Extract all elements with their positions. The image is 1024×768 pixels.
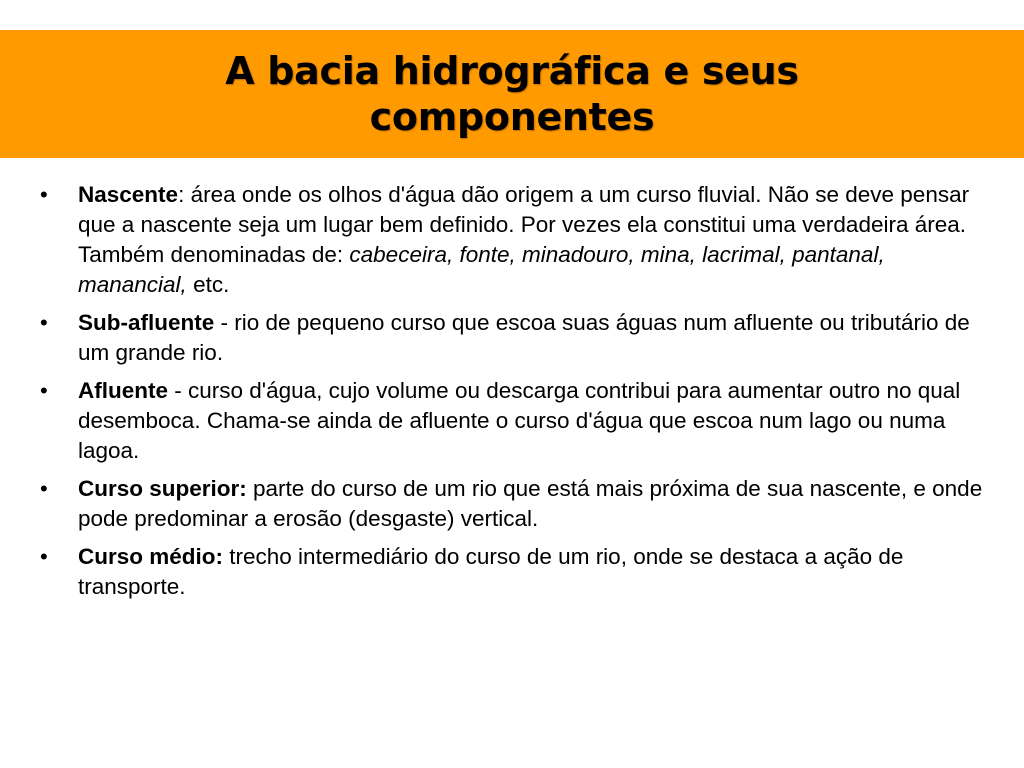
- slide-title: A bacia hidrográfica e seus componentes: [225, 49, 799, 139]
- bullet-item-sub-afluente: [36, 308, 996, 368]
- synonyms-nascente: cabeceira, fonte, minadouro, mina, lacrimal, pantanal, manancial,: [78, 242, 885, 297]
- slide-content: [36, 180, 996, 610]
- definition-sub-afluente: - rio de pequeno curso que escoa suas águas num afluente ou tributário de um grande rio.: [78, 310, 970, 365]
- term-curso-medio: Curso médio:: [78, 544, 224, 569]
- definition-afluente: - curso d'água, cujo volume ou descarga contribui para aumentar outro no qual desemboca. Chama-se ainda de afluente o curso d'água que escoa num lago ou numa lagoa.: [78, 378, 961, 463]
- term-nascente: Nascente: [78, 182, 179, 207]
- term-curso-superior: Curso superior:: [78, 476, 247, 501]
- term-afluente: Afluente: [78, 378, 168, 403]
- bullet-icon: •: [40, 310, 48, 335]
- bullet-icon: •: [40, 544, 48, 569]
- bullet-item-afluente: [36, 376, 996, 466]
- bullet-item-curso-superior: [36, 474, 996, 534]
- term-sub-afluente: Sub-afluente: [78, 310, 215, 335]
- definition-nascente: : área onde os olhos d'água dão origem a um curso fluvial. Não se deve pensar que a nascente seja um lugar bem definido. Por vezes ela constitui uma verdadeira área. Também denominadas de:: [78, 182, 970, 267]
- definition-curso-medio: trecho intermediário do curso de um rio, onde se destaca a ação de transporte.: [78, 544, 904, 599]
- bullet-item-curso-medio: [36, 542, 996, 602]
- definition-nascente-end: etc.: [186, 272, 230, 297]
- bullet-list: [36, 180, 996, 602]
- bullet-item-nascente: [36, 180, 996, 300]
- bullet-icon: •: [40, 476, 48, 501]
- bullet-icon: •: [40, 182, 48, 207]
- bullet-icon: •: [40, 378, 48, 403]
- title-bar: [0, 30, 1024, 158]
- definition-curso-superior: parte do curso de um rio que está mais próxima de sua nascente, e onde pode predominar a erosão (desgaste) vertical.: [78, 476, 983, 531]
